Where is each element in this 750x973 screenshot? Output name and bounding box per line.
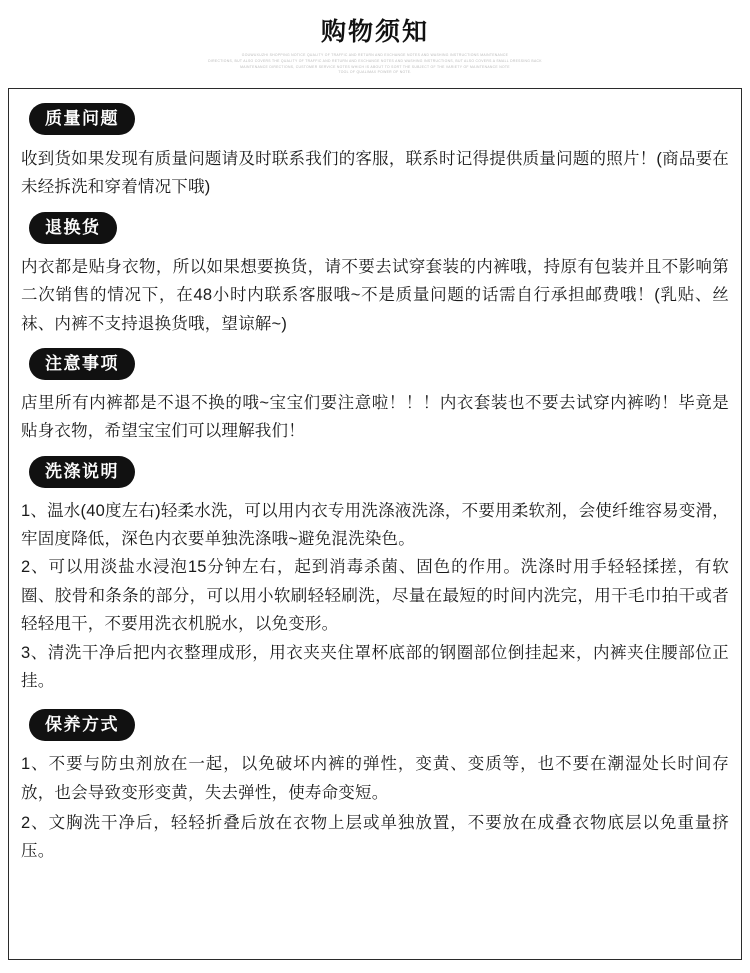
section-tag-return-exchange: 退换货 — [29, 212, 117, 244]
section-tag-washing: 洗涤说明 — [29, 456, 135, 488]
micro-text-line-2: DIRECTIONS, BUT ALSO COVERS THE QUALITY OF TRAFFIC AND RETURN AND EXCHANGE NOTES AND WASHING INSTRUCTIONS, BUT ALSO COVERS A SMALL DRESSING BACK — [208, 58, 542, 63]
section-tag-attention: 注意事项 — [29, 348, 135, 380]
section-washing-paragraph-2: 2、可以用淡盐水浸泡15分钟左右，起到消毒杀菌、固色的作用。洗涤时用手轻轻揉搓，有软圈、胶骨和条条的部分，可以用小软刷轻轻刷洗，尽量在最短的时间内洗完，用干毛巾拍干或者轻轻甩干，不要用洗衣机脱水，以免变形。 — [21, 558, 729, 634]
micro-text-line-3: MAINTENANCE DIRECTIONS, CUSTOMER SERVICE NOTES WHICH IS ABOUT TO SORT THE SUBJECT OF THE VARIETY OF MAINTENANCE NOTE — [240, 64, 510, 69]
section-care-paragraph-1: 1、不要与防虫剂放在一起，以免破坏内裤的弹性，变黄、变质等，也不要在潮湿处长时间存放，也会导致变形变黄，失去弹性，使寿命变短。 — [21, 755, 729, 802]
section-return-paragraph-1: 内衣都是贴身衣物，所以如果想要换货，请不要去试穿套装的内裤哦，持原有包装并且不影响第二次销售的情况下，在48小时内联系客服哦~不是质量问题的话需自行承担邮费哦！(乳贴、丝袜、内裤不支持退换货哦，望谅解~) — [21, 257, 729, 333]
section-quality — [21, 103, 729, 202]
micro-text-line-1: GOUWUXUZHI SHOPPING NOTICE QUALITY OF TRAFFIC AND RETURN AND EXCHANGE NOTES AND WASHING INSTRUCTIONS MAINTENANCE — [241, 53, 509, 57]
section-washing-paragraph-3: 3、清洗干净后把内衣整理成形，用衣夹夹住罩杯底部的钢圈部位倒挂起来，内裤夹住腰部位正挂。 — [21, 643, 729, 690]
section-care-paragraph-2: 2、文胸洗干净后，轻轻折叠后放在衣物上层或单独放置，不要放在成叠衣物底层以免重量挤压。 — [21, 814, 729, 861]
notice-content-box — [8, 88, 742, 960]
page-title: 购物须知 — [320, 18, 429, 46]
section-attention-paragraph-1: 店里所有内裤都是不退不换的哦~宝宝们要注意啦！！！内衣套装也不要去试穿内裤哟！毕竟是贴身衣物，希望宝宝们可以理解我们！ — [21, 393, 729, 441]
micro-text-line-4: TOOL OF QUALIMAX POWER OF NOTE. — [338, 70, 412, 75]
section-quality-paragraph-1: 收到货如果发现有质量问题请及时联系我们的客服，联系时记得提供质量问题的照片！(商品要在未经拆洗和穿着情况下哦) — [21, 150, 729, 197]
section-washing — [21, 456, 729, 696]
section-washing-paragraph-1: 1、温水(40度左右)轻柔水洗，可以用内衣专用洗涤液洗涤，不要用柔软剂，会使纤维容易变滑，牢固度降低，深色内衣要单独洗涤哦~避免混洗染色。 — [21, 501, 729, 548]
section-return-exchange — [21, 212, 729, 338]
section-tag-quality: 质量问题 — [29, 103, 135, 135]
decorative-micro-text — [0, 53, 750, 76]
section-attention — [21, 348, 729, 446]
section-tag-care: 保养方式 — [29, 709, 135, 741]
section-care — [21, 709, 729, 866]
